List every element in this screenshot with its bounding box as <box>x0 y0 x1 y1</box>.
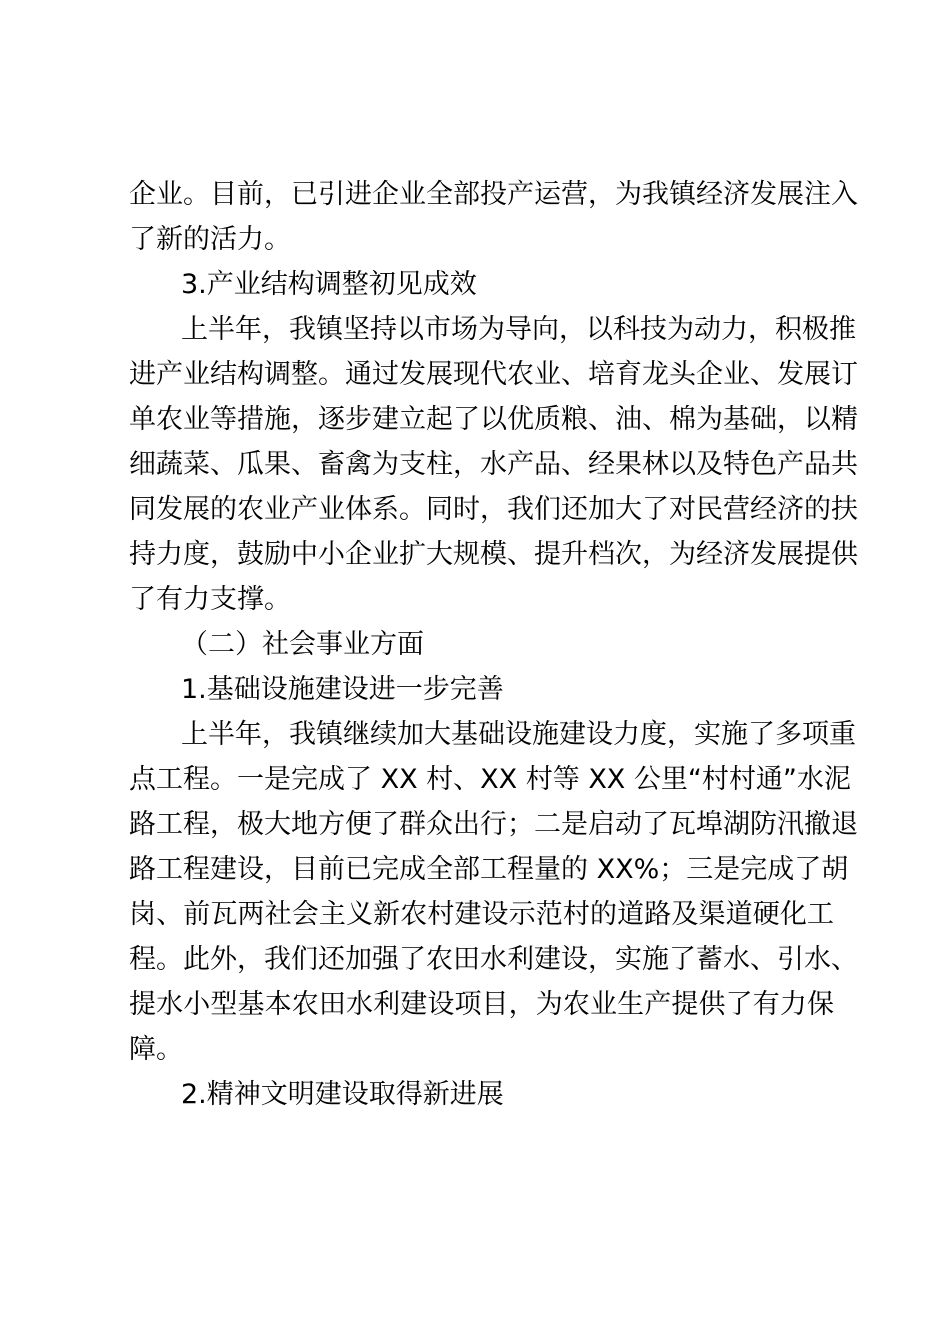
paragraph-line: 障。 <box>129 1034 183 1065</box>
paragraph-line: 上半年，我镇坚持以市场为导向，以科技为动力，积极推 <box>181 314 856 345</box>
section-heading: （二）社会事业方面 <box>181 629 424 660</box>
paragraph-line: 了新的活力。 <box>129 224 291 255</box>
paragraph-line: 路工程建设，目前已完成全部工程量的 XX%；三是完成了胡 <box>129 854 849 885</box>
paragraph-line: 持力度，鼓励中小企业扩大规模、提升档次，为经济发展提供 <box>129 539 858 570</box>
paragraph-line: 岗、前瓦两社会主义新农村建设示范村的道路及渠道硬化工 <box>129 899 834 930</box>
paragraph-line: 了有力支撑。 <box>129 584 291 615</box>
paragraph-line: 提水小型基本农田水利建设项目，为农业生产提供了有力保 <box>129 989 834 1020</box>
paragraph-line: 点工程。一是完成了 XX 村、XX 村等 XX 公里“村村通”水泥 <box>129 764 851 795</box>
section-heading: 3.产业结构调整初见成效 <box>181 269 477 300</box>
paragraph-line: 同发展的农业产业体系。同时，我们还加大了对民营经济的扶 <box>129 494 858 525</box>
paragraph-line: 程。此外，我们还加强了农田水利建设，实施了蓄水、引水、 <box>129 944 858 975</box>
section-heading: 2.精神文明建设取得新进展 <box>181 1079 504 1110</box>
paragraph-line: 细蔬菜、瓜果、畜禽为支柱，水产品、经果林以及特色产品共 <box>129 449 858 480</box>
paragraph-line: 路工程，极大地方便了群众出行；二是启动了瓦埠湖防汛撤退 <box>129 809 858 840</box>
body-text <box>129 172 858 1117</box>
section-heading: 1.基础设施建设进一步完善 <box>181 674 504 705</box>
paragraph-line: 进产业结构调整。通过发展现代农业、培育龙头企业、发展订 <box>129 359 858 390</box>
paragraph-line: 单农业等措施，逐步建立起了以优质粮、油、棉为基础，以精 <box>129 404 858 435</box>
paragraph-line: 企业。目前，已引进企业全部投产运营，为我镇经济发展注入 <box>129 179 858 210</box>
paragraph-line: 上半年，我镇继续加大基础设施建设力度，实施了多项重 <box>181 719 856 750</box>
